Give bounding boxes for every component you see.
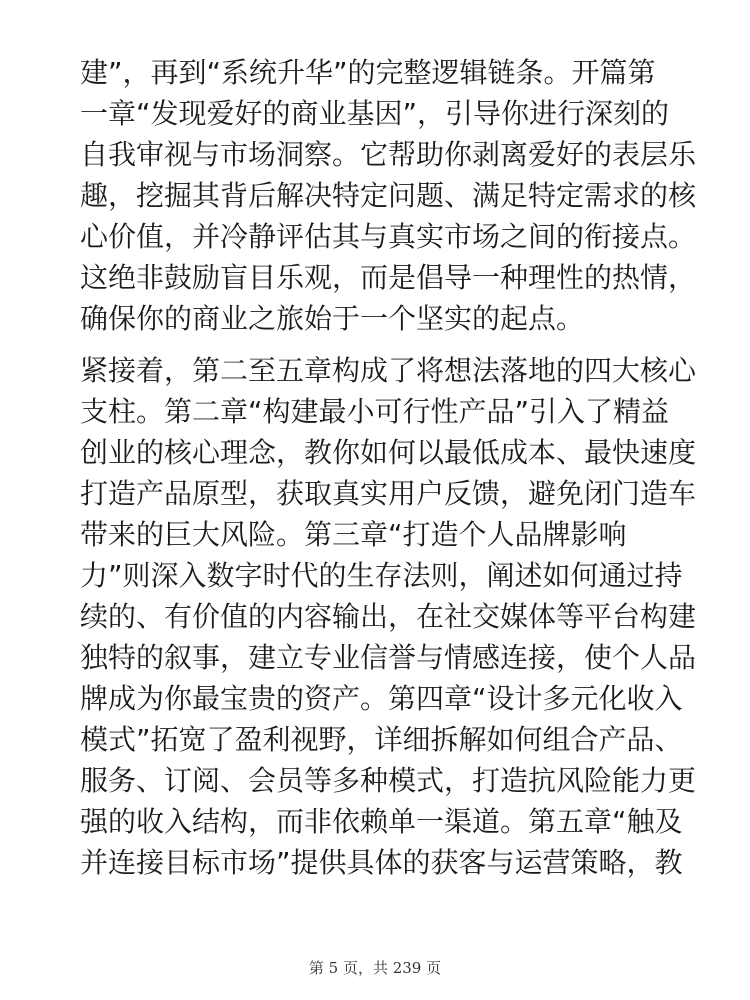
text-line: 创业的核心理念，教你如何以最低成本、最快速度 [80, 436, 697, 469]
text-line: 紧接着，第二至五章构成了将想法落地的四大核心 [80, 354, 697, 387]
text-line: 建”，再到“系统升华”的完整逻辑链条。开篇第 [80, 56, 656, 89]
text-line: 续的、有价值的内容输出，在社交媒体等平台构建 [80, 600, 697, 633]
text-line: 牌成为你最宝贵的资产。第四章“设计多元化收入 [80, 682, 683, 715]
page-number-footer: 第 5 页，共 239 页 [308, 959, 442, 977]
text-line: 确保你的商业之旅始于一个坚实的起点。 [80, 302, 585, 335]
text-line: 打造产品原型，获取真实用户反馈，避免闭门造车 [80, 477, 697, 510]
text-line: 自我审视与市场洞察。它帮助你剥离爱好的表层乐 [80, 138, 697, 171]
text-line: 趣，挖掘其背后解决特定问题、满足特定需求的核 [80, 179, 697, 212]
paragraph-1 [80, 52, 697, 339]
text-line: 独特的叙事，建立专业信誉与情感连接，使个人品 [80, 641, 697, 674]
text-line: 一章“发现爱好的商业基因”，引导你进行深刻的 [80, 97, 670, 130]
text-line: 服务、订阅、会员等多种模式，打造抗风险能力更 [80, 764, 697, 797]
text-line: 支柱。第二章“构建最小可行性产品”引入了精益 [80, 395, 670, 428]
text-line: 这绝非鼓励盲目乐观，而是倡导一种理性的热情， [80, 261, 697, 294]
page-body [80, 52, 697, 883]
text-line: 带来的巨大风险。第三章“打造个人品牌影响 [80, 518, 627, 551]
text-line: 强的收入结构，而非依赖单一渠道。第五章“触及 [80, 805, 683, 838]
text-line: 模式”拓宽了盈利视野，详细拆解如何组合产品、 [80, 723, 683, 756]
text-line: 力”则深入数字时代的生存法则，阐述如何通过持 [80, 559, 683, 592]
text-line: 心价值，并冷静评估其与真实市场之间的衔接点。 [80, 220, 697, 253]
paragraph-2 [80, 350, 697, 883]
text-line: 并连接目标市场”提供具体的获客与运营策略，教 [80, 846, 683, 879]
